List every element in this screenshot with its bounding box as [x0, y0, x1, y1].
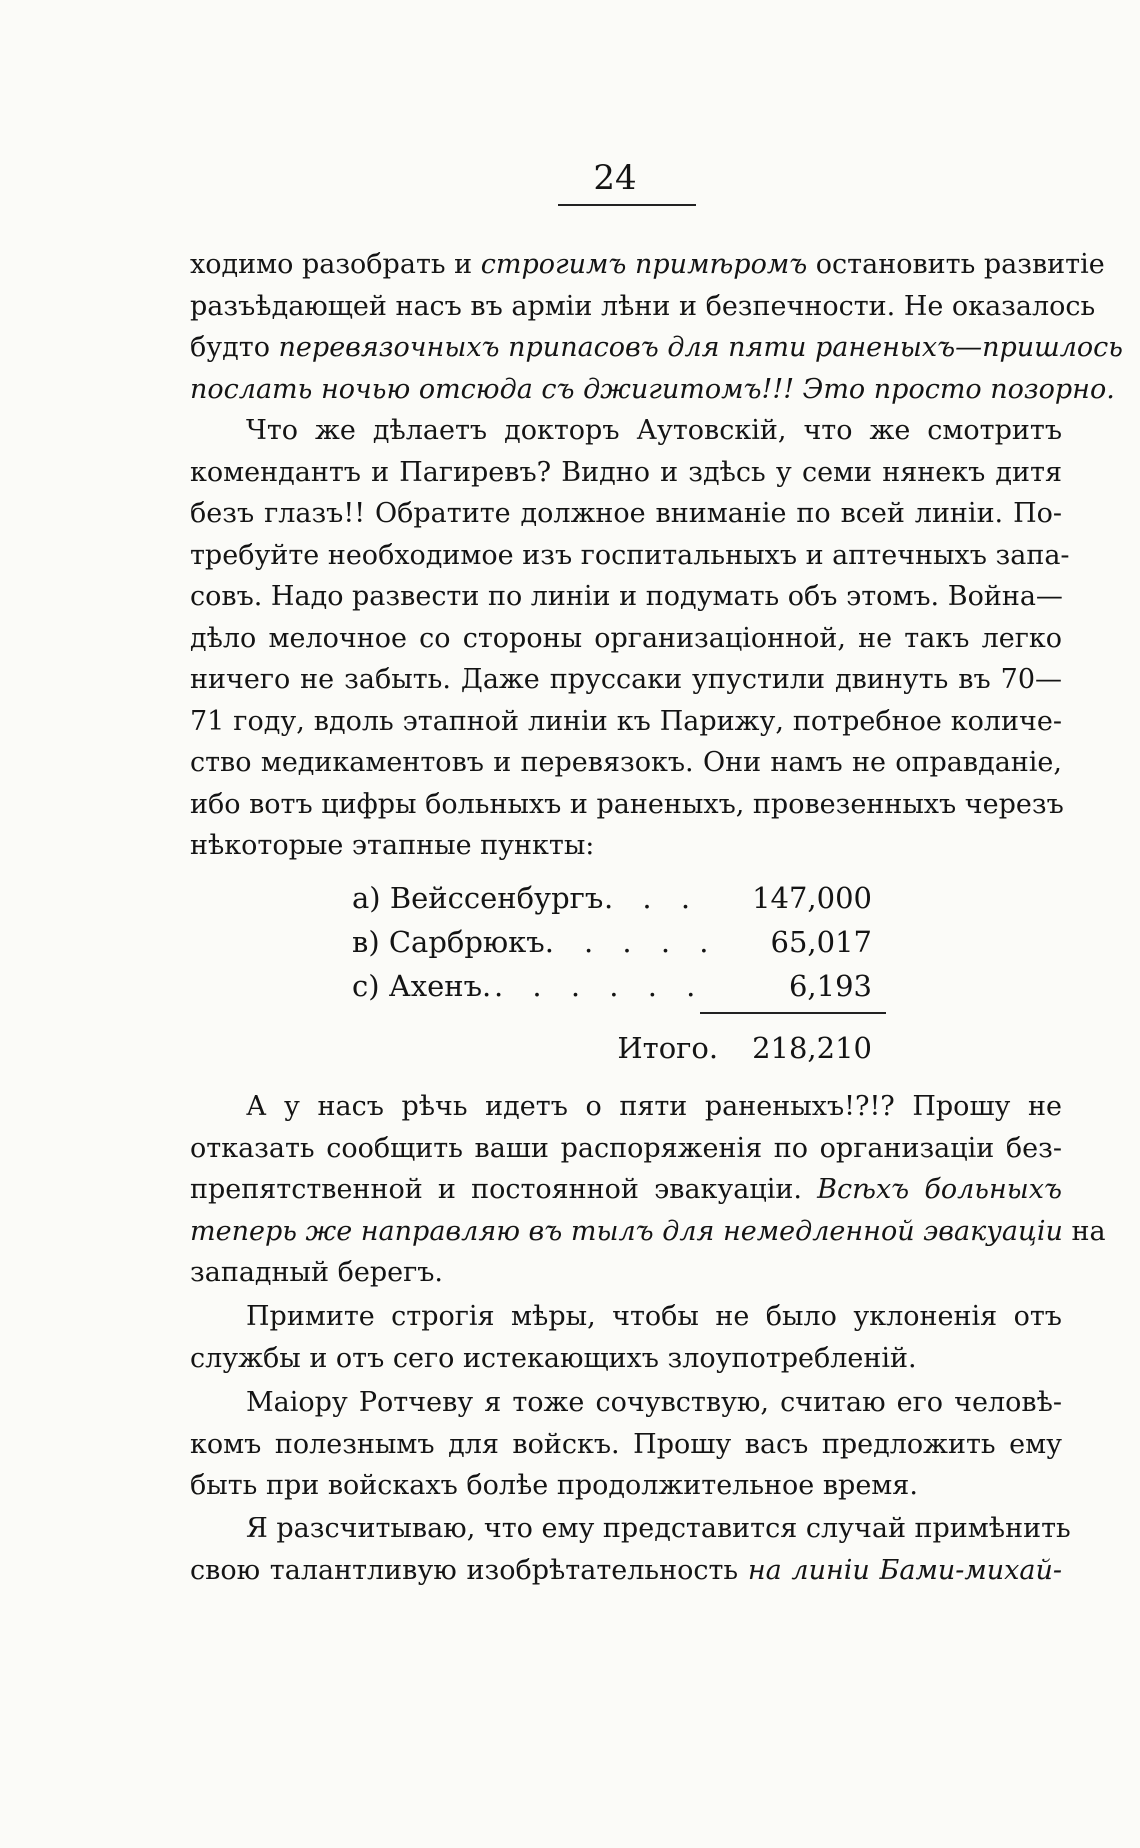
text-line: Что же дѣлаетъ докторъ Аутовскій, что же смотритъ: [246, 415, 1062, 446]
text-line: разъѣдающей насъ въ арміи лѣни и безпечности. Не оказалось: [190, 290, 1096, 322]
text-line: 71 году, вдоль этапной линіи къ Парижу, потребное количе-: [190, 705, 1062, 737]
table-row: [344, 876, 884, 920]
text-line: будто перевязочныхъ припасовъ для пяти раненыхъ—пришлось: [190, 332, 1123, 363]
casualty-table: [344, 876, 884, 1065]
text-line: ство медикаментовъ и перевязокъ. Они намъ не оправданіе,: [190, 747, 1062, 778]
paragraph-6: [190, 1508, 1071, 1591]
text-line: безъ глазъ!! Обратите должное вниманіе по всей линіи. По-: [190, 498, 1062, 529]
text-line: послать ночью отсюда съ джигитомъ!!! Это просто позорно.: [190, 373, 1115, 405]
text-line: комендантъ и Пагиревъ? Видно и здѣсь у семи нянекъ дитя: [190, 456, 1062, 488]
page-number-rule: [558, 204, 696, 206]
text-line: комъ полезнымъ для войскъ. Прошу васъ предложить ему: [190, 1428, 1062, 1460]
text-line: ходимо разобрать и строгимъ примѣромъ остановить развитіе: [190, 249, 1105, 280]
text-line: А у насъ рѣчь идетъ о пяти раненыхъ!?!? Прошу не: [246, 1091, 1062, 1122]
text-line: дѣло мелочное со стороны организаціонной, не такъ легко: [190, 622, 1062, 654]
paragraph-3: [190, 1086, 1106, 1294]
paragraph-2: [190, 410, 1070, 867]
text-line: Я разсчитываю, что ему представится случай примѣнить: [246, 1513, 1071, 1544]
text-line: отказать сообщить ваши распоряженія по организаціи без-: [190, 1132, 1062, 1164]
table-row-dots: . . . . . .: [494, 969, 706, 1003]
table-row-label: с) Ахенъ.: [352, 969, 492, 1003]
text-line: свою талантливую изобрѣтательность на линіи Бами-михай-: [190, 1554, 1062, 1586]
total-rule: [700, 1012, 886, 1014]
text-line: ничего не забыть. Даже пруссаки упустили двинуть въ 70—: [190, 664, 1062, 695]
table-row: [344, 964, 884, 1008]
paragraph-5: [190, 1382, 1062, 1507]
table-row-dots: . . . .: [584, 925, 719, 959]
text-line: нѣкоторые этапные пункты:: [190, 830, 595, 861]
page-number: 24: [593, 158, 637, 198]
table-row-label: в) Сарбрюкъ.: [352, 925, 554, 959]
table-row-value: 65,017: [770, 925, 872, 959]
text-line: препятственной и постоянной эвакуаціи. Всѣхъ больныхъ: [190, 1174, 1062, 1205]
table-row-value: 147,000: [752, 881, 872, 915]
text-line: службы и отъ сего истекающихъ злоупотребленій.: [190, 1342, 917, 1374]
text-line: теперь же направляю въ тылъ для немедленной эвакуаціи на: [190, 1215, 1106, 1247]
table-total-row: [617, 1026, 872, 1070]
text-line: западный берегъ.: [190, 1257, 444, 1288]
total-value: 218,210: [752, 1031, 872, 1065]
table-row-dots: . . .: [604, 881, 701, 915]
text-line: Примите строгія мѣры, чтобы не было уклоненія отъ: [246, 1301, 1062, 1332]
table-row-value: 6,193: [788, 969, 872, 1003]
total-label: Итого.: [617, 1031, 719, 1065]
text-line: быть при войскахъ болѣе продолжительное время.: [190, 1470, 918, 1501]
text-line: совъ. Надо развести по линіи и подумать объ этомъ. Война—: [190, 581, 1063, 612]
table-row: [344, 920, 884, 964]
paragraph-1: [190, 244, 1123, 410]
text-line: Маіору Ротчеву я тоже сочувствую, считаю его человѣ-: [246, 1387, 1062, 1418]
paragraph-4: [190, 1296, 1062, 1379]
text-line: требуйте необходимое изъ госпитальныхъ и аптечныхъ запа-: [190, 539, 1070, 571]
text-line: ибо вотъ цифры больныхъ и раненыхъ, провезенныхъ черезъ: [190, 788, 1064, 820]
table-row-label: а) Вейссенбургъ: [352, 881, 604, 915]
